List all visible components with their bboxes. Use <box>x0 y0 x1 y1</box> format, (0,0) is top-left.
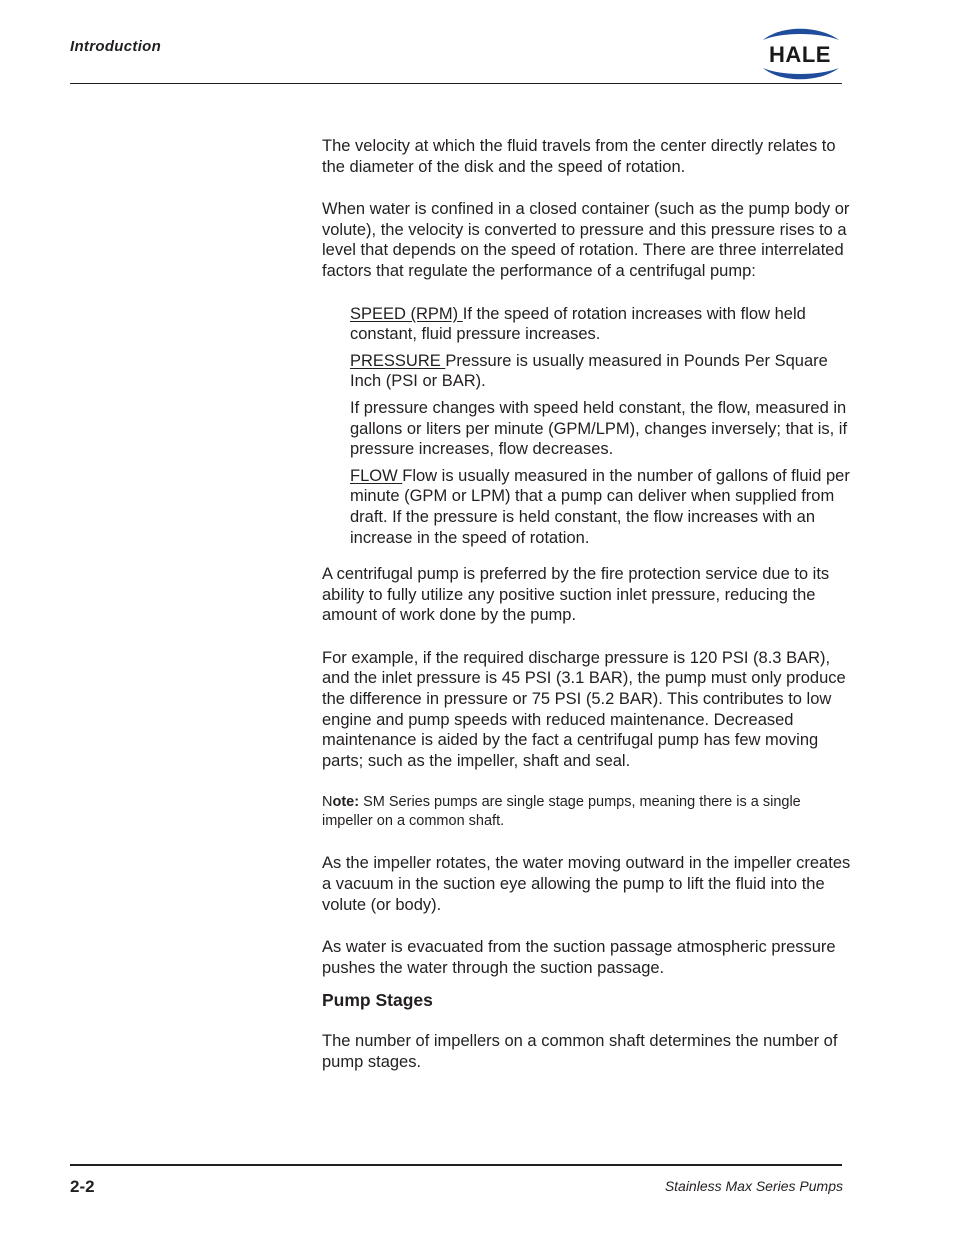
factor-speed <box>350 304 852 345</box>
header-divider <box>70 83 842 84</box>
paragraph-evacuated: As water is evacuated from the suction passage atmospheric pressure pushes the water through the suction passage. <box>322 938 836 977</box>
factor-term-speed: SPEED (RPM) <box>350 304 463 323</box>
page-number: 2-2 <box>70 1177 95 1196</box>
footer-divider <box>70 1164 842 1166</box>
svg-text:HALE: HALE <box>769 42 831 67</box>
factor-text-pressure: Pressure is usually measured in Pounds Per Square Inch (PSI or BAR). <box>350 351 828 391</box>
factor-term-pressure: PRESSURE <box>350 351 446 370</box>
factor-pressure-detail: If pressure changes with speed held constant, the flow, measured in gallons or liters per minute (GPM/LPM), changes inversely; that is, if pressure increases, flow decreases. <box>350 398 848 459</box>
factor-pressure <box>350 351 852 392</box>
note-label: ote: <box>332 794 360 811</box>
note-label-n: N <box>322 794 333 811</box>
footer-document-title: Stainless Max Series Pumps <box>664 1178 843 1194</box>
factor-text-flow: Flow is usually measured in the number of gallons of fluid per minute (GPM or LPM) that a pump can deliver when supplied from draft. If the pressure is held constant, the flow increases with an increase in the speed of rotation. <box>350 466 850 547</box>
body-content <box>322 136 852 1072</box>
hale-logo <box>757 27 843 81</box>
factor-term-flow: FLOW <box>350 466 403 485</box>
paragraph-closed-container: When water is confined in a closed container (such as the pump body or volute), the velocity is converted to pressure and this pressure rises to a level that depends on the speed of rotation. There are three interrelated factors that regulate the performance of a centrifugal pump: <box>322 200 850 280</box>
paragraph-impeller-rotates: As the impeller rotates, the water moving outward in the impeller creates a vacuum in the suction eye allowing the pump to lift the fluid into the volute (or body). <box>322 854 851 914</box>
paragraph-velocity: The velocity at which the fluid travels from the center directly relates to the diameter of the disk and the speed of rotation. <box>322 137 836 176</box>
factor-flow <box>350 466 852 548</box>
section-heading-pump-stages: Pump Stages <box>322 990 433 1011</box>
note-text: SM Series pumps are single stage pumps, meaning there is a single impeller on a common shaft. <box>322 794 801 830</box>
note <box>322 793 852 831</box>
factor-text-speed: If the speed of rotation increases with flow held constant, fluid pressure increases. <box>350 304 806 344</box>
paragraph-example: For example, if the required discharge pressure is 120 PSI (8.3 BAR), and the inlet pressure is 45 PSI (3.1 BAR), the pump must only produce the difference in pressure or 75 PSI (5.2 BAR). This contributes to low engine and pump speeds with reduced maintenance. Decreased maintenance is aided by the fact a centrifugal pump has few moving parts; such as the impeller, shaft and seal. <box>322 648 846 770</box>
header-section-title: Introduction <box>70 38 162 55</box>
paragraph-pump-stages: The number of impellers on a common shaft determines the number of pump stages. <box>322 1032 838 1071</box>
paragraph-centrifugal-preferred: A centrifugal pump is preferred by the fire protection service due to its ability to fully utilize any positive suction inlet pressure, reducing the amount of work done by the pump. <box>322 565 830 625</box>
